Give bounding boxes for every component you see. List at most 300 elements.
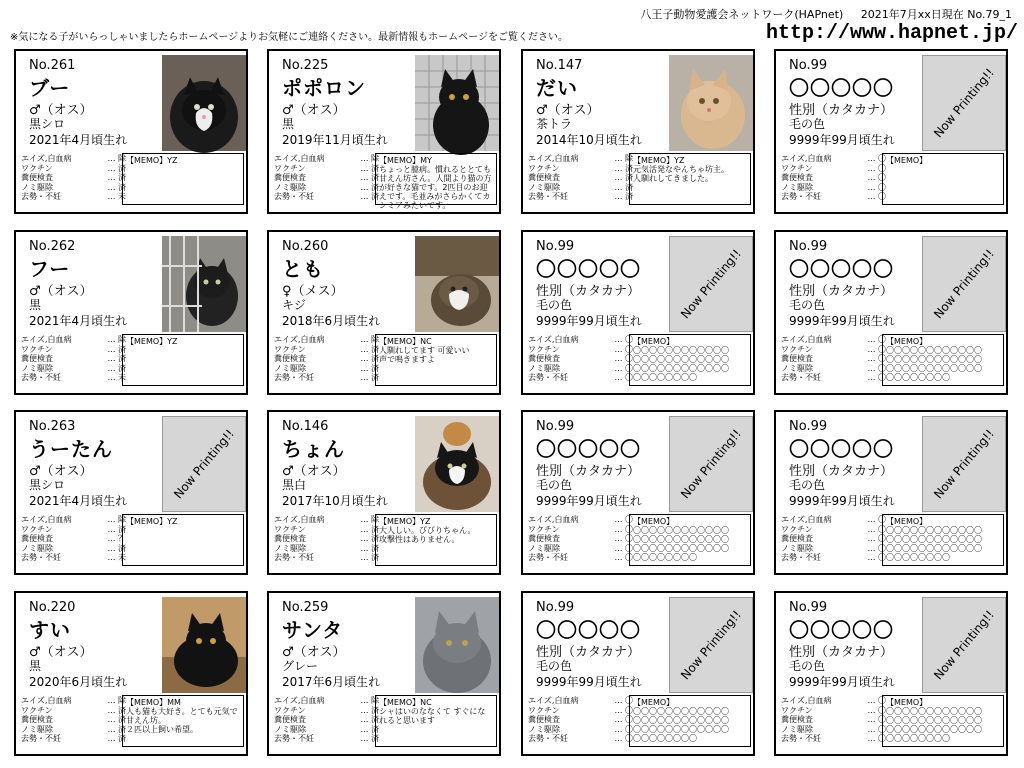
- check-label: ノミ駆除: [528, 363, 560, 373]
- check-status: … 〇: [867, 373, 886, 383]
- check-status: … 〇: [614, 705, 633, 715]
- cat-color: 毛の色: [536, 478, 573, 492]
- check-status: … 〇: [867, 553, 886, 563]
- cat-number: No.225: [282, 58, 329, 73]
- cat-name: 〇〇〇〇〇: [789, 257, 894, 281]
- cat-card[interactable]: [267, 410, 501, 575]
- check-row: [274, 696, 379, 706]
- check-row: [21, 515, 126, 525]
- check-label: ワクチン: [781, 524, 813, 534]
- check-label: ワクチン: [274, 344, 306, 354]
- check-label: 去勢・不妊: [274, 192, 314, 202]
- health-checklist: [781, 154, 886, 202]
- check-label: 糞便検査: [781, 173, 813, 183]
- cat-number: No.260: [282, 239, 329, 254]
- cat-photo: [415, 236, 499, 332]
- check-row: [274, 373, 379, 383]
- check-row: [781, 544, 886, 554]
- check-label: ノミ駆除: [21, 182, 53, 192]
- check-row: [21, 354, 126, 364]
- memo-box: 【MEMO】 〇〇〇〇〇〇〇〇〇〇〇〇 〇〇〇〇〇〇〇〇〇〇〇〇 〇〇〇〇〇〇〇〇〇〇〇〇 〇〇〇〇〇〇〇〇: [629, 334, 751, 386]
- check-status: … 済: [360, 363, 379, 373]
- cat-photo: [669, 55, 753, 151]
- health-checklist: [781, 335, 886, 383]
- check-label: 糞便検査: [21, 534, 53, 544]
- check-row: [21, 696, 126, 706]
- check-status: … 〇: [867, 173, 886, 183]
- cat-number: No.220: [29, 600, 76, 615]
- check-row: [528, 354, 633, 364]
- check-status: … 〇: [867, 524, 886, 534]
- check-row: [528, 515, 633, 525]
- cat-number: No.262: [29, 239, 76, 254]
- cat-sex: ♂（オス）: [29, 103, 93, 118]
- check-row: [274, 534, 379, 544]
- check-status: … 〇: [867, 543, 886, 553]
- check-status: … 未: [107, 192, 126, 202]
- check-status: … 済: [107, 543, 126, 553]
- check-label: 糞便検査: [274, 354, 306, 364]
- cat-sex: 性別（カタカナ）: [536, 645, 641, 660]
- cat-card[interactable]: [267, 591, 501, 756]
- check-label: 糞便検査: [528, 173, 560, 183]
- cat-number: No.99: [536, 600, 575, 615]
- check-row: [781, 534, 886, 544]
- check-status: … 〇: [614, 335, 633, 344]
- check-row: [21, 534, 126, 544]
- check-label: ワクチン: [21, 524, 53, 534]
- health-checklist: [528, 335, 633, 383]
- check-label: エイズ,白血病: [274, 154, 325, 163]
- check-row: [21, 706, 126, 716]
- check-row: [274, 154, 379, 164]
- check-label: ワクチン: [528, 163, 560, 173]
- check-row: [781, 515, 886, 525]
- check-row: [528, 345, 633, 355]
- check-label: ワクチン: [781, 163, 813, 173]
- memo-box: 【MEMO】NC シャはいのななくて すぐになれると思います: [375, 695, 497, 747]
- check-status: … 除: [107, 696, 126, 705]
- check-label: ワクチン: [274, 524, 306, 534]
- cat-card[interactable]: [774, 591, 1008, 756]
- check-row: [21, 154, 126, 164]
- check-row: [21, 525, 126, 535]
- memo-box: 【MEMO】 〇〇〇〇〇〇〇〇〇〇〇〇 〇〇〇〇〇〇〇〇〇〇〇〇 〇〇〇〇〇〇〇〇〇〇〇〇 〇〇〇〇〇〇〇〇: [882, 514, 1004, 566]
- check-label: 糞便検査: [528, 534, 560, 544]
- check-label: ノミ駆除: [21, 543, 53, 553]
- check-status: … 〇: [867, 724, 886, 734]
- cat-birth: 9999年99月頃生れ: [789, 494, 895, 508]
- check-label: 去勢・不妊: [781, 373, 821, 383]
- check-label: 去勢・不妊: [274, 734, 314, 744]
- check-row: [274, 706, 379, 716]
- cat-number: No.99: [536, 419, 575, 434]
- cat-birth: 9999年99月頃生れ: [789, 314, 895, 328]
- check-status: … 済: [614, 173, 633, 183]
- check-status: … 除: [360, 515, 379, 524]
- cat-name: とも: [282, 257, 324, 281]
- check-label: エイズ,白血病: [21, 335, 72, 344]
- check-status: … 済: [360, 182, 379, 192]
- check-status: … 〇: [614, 373, 633, 383]
- check-label: 糞便検査: [781, 354, 813, 364]
- header-note: ※気になる子がいらっしゃいましたらホームページよりお気軽にご連絡ください。最新情報もホームページをご覧ください。: [10, 32, 568, 43]
- cat-name: すい: [29, 618, 71, 642]
- check-label: ノミ駆除: [274, 543, 306, 553]
- check-label: 去勢・不妊: [781, 734, 821, 744]
- check-row: [781, 373, 886, 383]
- check-status: … 済: [107, 163, 126, 173]
- check-label: 去勢・不妊: [528, 553, 568, 563]
- cat-color: 毛の色: [789, 659, 826, 673]
- check-status: … 済: [360, 553, 379, 563]
- now-printing-placeholder: [922, 55, 1006, 151]
- cat-photo: [415, 597, 499, 693]
- check-row: [274, 734, 379, 744]
- homepage-url[interactable]: http://www.hapnet.jp/: [765, 22, 1018, 45]
- cat-card[interactable]: [521, 230, 755, 395]
- check-status: … 済: [107, 715, 126, 725]
- cat-card[interactable]: [14, 410, 248, 575]
- check-row: [781, 725, 886, 735]
- check-label: ワクチン: [528, 705, 560, 715]
- check-label: 去勢・不妊: [274, 373, 314, 383]
- check-label: ワクチン: [781, 344, 813, 354]
- check-label: エイズ,白血病: [781, 696, 832, 705]
- check-label: 去勢・不妊: [781, 553, 821, 563]
- check-label: ワクチン: [21, 705, 53, 715]
- memo-box: 【MEMO】YZ 大人しい。びびりちゃん。 攻撃性はありません。: [375, 514, 497, 566]
- check-row: [781, 154, 886, 164]
- now-printing-label: Now Printing!!: [931, 65, 997, 141]
- cat-birth: 9999年99月頃生れ: [536, 314, 642, 328]
- now-printing-label: Now Printing!!: [931, 246, 997, 322]
- check-status: … 〇: [867, 534, 886, 544]
- health-checklist: [781, 515, 886, 563]
- now-printing-label: Now Printing!!: [678, 426, 744, 502]
- health-checklist: [528, 154, 633, 202]
- check-row: [781, 173, 886, 183]
- now-printing-placeholder: [669, 236, 753, 332]
- memo-box: 【MEMO】MM 人も猫も大好き。とても元気で甘えん坊。 ２匹以上飼い希望。: [122, 695, 244, 747]
- cat-name: フー: [29, 257, 71, 281]
- check-status: … 済: [107, 182, 126, 192]
- check-row: [274, 553, 379, 563]
- check-status: … 〇: [867, 705, 886, 715]
- check-status: … 〇: [867, 344, 886, 354]
- check-label: 去勢・不妊: [21, 373, 61, 383]
- cat-card[interactable]: [14, 230, 248, 395]
- cat-name: 〇〇〇〇〇: [789, 437, 894, 461]
- check-row: [274, 192, 379, 202]
- cat-photo: [162, 236, 246, 332]
- check-status: … 除: [107, 515, 126, 524]
- check-row: [528, 183, 633, 193]
- check-status: … 〇: [867, 354, 886, 364]
- check-label: 去勢・不妊: [528, 192, 568, 202]
- cat-color: 毛の色: [789, 478, 826, 492]
- check-status: … 〇: [867, 734, 886, 744]
- memo-box: 【MEMO】YZ: [122, 153, 244, 205]
- check-row: [781, 192, 886, 202]
- cat-color: キジ: [282, 298, 306, 312]
- check-status: … 〇: [867, 182, 886, 192]
- cat-number: No.146: [282, 419, 329, 434]
- check-label: エイズ,白血病: [528, 154, 579, 163]
- check-row: [274, 183, 379, 193]
- cat-card[interactable]: [521, 410, 755, 575]
- check-row: [274, 715, 379, 725]
- cat-card[interactable]: [521, 49, 755, 214]
- check-row: [528, 373, 633, 383]
- memo-box: 【MEMO】MY ちょっと臆病。慣れるととても甘えん坊さん。人間より猫の方が好きな猫です。2匹目のお迎えです。毛並みがさらかくてカシミアみたいです。: [375, 153, 497, 205]
- check-label: 糞便検査: [274, 534, 306, 544]
- now-printing-label: Now Printing!!: [678, 607, 744, 683]
- check-label: エイズ,白血病: [274, 515, 325, 524]
- check-label: ワクチン: [274, 163, 306, 173]
- check-status: … 〇: [867, 515, 886, 524]
- check-label: エイズ,白血病: [274, 696, 325, 705]
- check-label: ワクチン: [21, 344, 53, 354]
- cat-name: だい: [536, 76, 578, 100]
- memo-box: 【MEMO】 〇〇〇〇〇〇〇〇〇〇〇〇 〇〇〇〇〇〇〇〇〇〇〇〇 〇〇〇〇〇〇〇〇〇〇〇〇 〇〇〇〇〇〇〇〇: [629, 695, 751, 747]
- check-status: … 済: [360, 373, 379, 383]
- check-row: [274, 515, 379, 525]
- health-checklist: [528, 515, 633, 563]
- check-row: [781, 525, 886, 535]
- check-status: … 済: [360, 524, 379, 534]
- cat-birth: 2017年6月頃生れ: [282, 675, 381, 689]
- check-status: … 済: [360, 192, 379, 202]
- check-status: … 〇: [614, 553, 633, 563]
- check-label: 糞便検査: [781, 534, 813, 544]
- now-printing-label: Now Printing!!: [678, 246, 744, 322]
- check-label: エイズ,白血病: [274, 335, 325, 344]
- check-status: … 〇: [614, 696, 633, 705]
- cat-name: 〇〇〇〇〇: [789, 76, 894, 100]
- now-printing-label: Now Printing!!: [931, 607, 997, 683]
- cat-sex: ♂（オス）: [536, 103, 600, 118]
- now-printing-placeholder: [922, 597, 1006, 693]
- check-label: エイズ,白血病: [528, 335, 579, 344]
- check-row: [781, 715, 886, 725]
- check-label: 糞便検査: [21, 173, 53, 183]
- cat-card[interactable]: [774, 410, 1008, 575]
- cat-number: No.147: [536, 58, 583, 73]
- cat-sex: ♂（オス）: [29, 464, 93, 479]
- cat-name: 〇〇〇〇〇: [536, 437, 641, 461]
- check-status: … 済: [107, 173, 126, 183]
- check-label: エイズ,白血病: [21, 154, 72, 163]
- check-label: 去勢・不妊: [274, 553, 314, 563]
- cat-card[interactable]: [521, 591, 755, 756]
- check-status: … 除: [107, 335, 126, 344]
- check-row: [21, 364, 126, 374]
- check-label: ワクチン: [781, 705, 813, 715]
- cat-photo: [415, 55, 499, 151]
- check-row: [781, 696, 886, 706]
- cat-birth: 2019年11月頃生れ: [282, 133, 388, 147]
- check-status: … 済: [360, 715, 379, 725]
- cat-card[interactable]: [14, 591, 248, 756]
- check-row: [21, 553, 126, 563]
- check-label: 糞便検査: [528, 354, 560, 364]
- check-label: ノミ駆除: [21, 363, 53, 373]
- check-status: … 済: [614, 192, 633, 202]
- check-status: … 済: [107, 705, 126, 715]
- cat-photo: [415, 416, 499, 512]
- health-checklist: [274, 335, 379, 383]
- check-status: … 〇: [614, 534, 633, 544]
- cat-birth: 2014年10月頃生れ: [536, 133, 642, 147]
- check-label: ワクチン: [21, 163, 53, 173]
- check-status: … 除: [107, 154, 126, 163]
- check-row: [21, 335, 126, 345]
- check-status: … 〇: [614, 543, 633, 553]
- check-label: 去勢・不妊: [21, 192, 61, 202]
- check-row: [528, 544, 633, 554]
- check-row: [528, 154, 633, 164]
- cat-number: No.261: [29, 58, 76, 73]
- check-status: … 〇: [867, 192, 886, 202]
- check-status: … 済: [360, 724, 379, 734]
- cat-sex: 性別（カタカナ）: [789, 103, 894, 118]
- cat-photo: [162, 55, 246, 151]
- check-row: [21, 192, 126, 202]
- cat-birth: 9999年99月頃生れ: [789, 133, 895, 147]
- check-row: [21, 373, 126, 383]
- check-row: [781, 335, 886, 345]
- check-row: [274, 335, 379, 345]
- memo-box: 【MEMO】YZ 元気活発なやんちゃ坊主。 人馴れしてきました。: [629, 153, 751, 205]
- cat-number: No.259: [282, 600, 329, 615]
- cat-card[interactable]: [267, 49, 501, 214]
- cat-name: 〇〇〇〇〇: [536, 618, 641, 642]
- cat-name: 〇〇〇〇〇: [789, 618, 894, 642]
- check-row: [528, 335, 633, 345]
- check-label: エイズ,白血病: [21, 696, 72, 705]
- memo-box: 【MEMO】 〇〇〇〇〇〇〇〇〇〇〇〇 〇〇〇〇〇〇〇〇〇〇〇〇 〇〇〇〇〇〇〇〇〇〇〇〇 〇〇〇〇〇〇〇〇: [882, 334, 1004, 386]
- cat-number: No.99: [789, 239, 828, 254]
- cat-birth: 9999年99月頃生れ: [536, 675, 642, 689]
- check-status: … 〇: [867, 696, 886, 705]
- cat-number: No.99: [789, 600, 828, 615]
- check-status: … 除: [360, 335, 379, 344]
- check-row: [781, 364, 886, 374]
- cat-sex: ♂（オス）: [282, 645, 346, 660]
- health-checklist: [21, 515, 126, 563]
- cat-color: 黒: [282, 117, 295, 131]
- check-status: … 〇: [614, 724, 633, 734]
- now-printing-placeholder: [922, 236, 1006, 332]
- check-row: [21, 544, 126, 554]
- check-row: [21, 164, 126, 174]
- check-label: ノミ駆除: [781, 363, 813, 373]
- check-status: … ？: [107, 534, 126, 544]
- check-row: [274, 173, 379, 183]
- check-label: 糞便検査: [21, 715, 53, 725]
- header-date-no: 2021年7月xx日現在 No.79_1: [860, 8, 1012, 21]
- check-label: ノミ駆除: [274, 182, 306, 192]
- check-label: エイズ,白血病: [781, 335, 832, 344]
- check-label: ノミ駆除: [528, 724, 560, 734]
- check-row: [781, 345, 886, 355]
- check-status: … 未: [107, 553, 126, 563]
- health-checklist: [21, 335, 126, 383]
- cat-color: 黒: [29, 659, 42, 673]
- cat-card[interactable]: [267, 230, 501, 395]
- check-status: … 済: [107, 724, 126, 734]
- check-label: ワクチン: [274, 705, 306, 715]
- cat-card[interactable]: [14, 49, 248, 214]
- check-row: [274, 725, 379, 735]
- check-label: 糞便検査: [274, 173, 306, 183]
- header-org: 八王子動物愛護会ネットワーク(HAPnet): [640, 8, 844, 21]
- check-status: … 済: [360, 734, 379, 744]
- cat-birth: 2021年4月頃生れ: [29, 494, 128, 508]
- check-status: … 〇: [614, 734, 633, 744]
- check-label: ワクチン: [528, 524, 560, 534]
- check-row: [21, 345, 126, 355]
- check-label: ノミ駆除: [528, 543, 560, 553]
- cat-sex: 性別（カタカナ）: [536, 284, 641, 299]
- check-row: [528, 173, 633, 183]
- check-status: … 済: [360, 534, 379, 544]
- check-row: [528, 534, 633, 544]
- cat-birth: 2017年10月頃生れ: [282, 494, 388, 508]
- check-status: … 〇: [867, 163, 886, 173]
- cat-name: ポポロン: [282, 76, 366, 100]
- check-label: 去勢・不妊: [21, 734, 61, 744]
- cat-sex: ♀（メス）: [282, 284, 344, 299]
- check-label: ノミ駆除: [21, 724, 53, 734]
- cat-card[interactable]: [774, 230, 1008, 395]
- cat-color: 黒シロ: [29, 478, 66, 492]
- check-status: … 除: [614, 154, 633, 163]
- cat-color: 茶トラ: [536, 117, 573, 131]
- check-status: … 済: [360, 705, 379, 715]
- memo-box: 【MEMO】 〇〇〇〇〇〇〇〇〇〇〇〇 〇〇〇〇〇〇〇〇〇〇〇〇 〇〇〇〇〇〇〇〇〇〇〇〇 〇〇〇〇〇〇〇〇: [629, 514, 751, 566]
- check-row: [781, 734, 886, 744]
- check-status: … 〇: [614, 515, 633, 524]
- cat-name: 〇〇〇〇〇: [536, 257, 641, 281]
- check-row: [528, 706, 633, 716]
- cat-sex: 性別（カタカナ）: [789, 464, 894, 479]
- health-checklist: [21, 154, 126, 202]
- cat-number: No.99: [536, 239, 575, 254]
- check-status: … 済: [107, 354, 126, 364]
- check-label: エイズ,白血病: [781, 515, 832, 524]
- check-status: … 未: [107, 373, 126, 383]
- check-row: [21, 725, 126, 735]
- cat-color: 毛の色: [789, 117, 826, 131]
- cat-card[interactable]: [774, 49, 1008, 214]
- check-label: ノミ駆除: [528, 182, 560, 192]
- check-row: [528, 696, 633, 706]
- check-row: [528, 364, 633, 374]
- check-label: エイズ,白血病: [21, 515, 72, 524]
- check-label: エイズ,白血病: [528, 515, 579, 524]
- cat-sex: ♂（オス）: [29, 284, 93, 299]
- check-row: [21, 715, 126, 725]
- cat-sex: 性別（カタカナ）: [536, 464, 641, 479]
- cat-color: グレー: [282, 659, 319, 673]
- check-row: [274, 345, 379, 355]
- check-label: ノミ駆除: [781, 543, 813, 553]
- check-label: 糞便検査: [274, 715, 306, 725]
- check-label: 糞便検査: [21, 354, 53, 364]
- check-status: … 済: [107, 363, 126, 373]
